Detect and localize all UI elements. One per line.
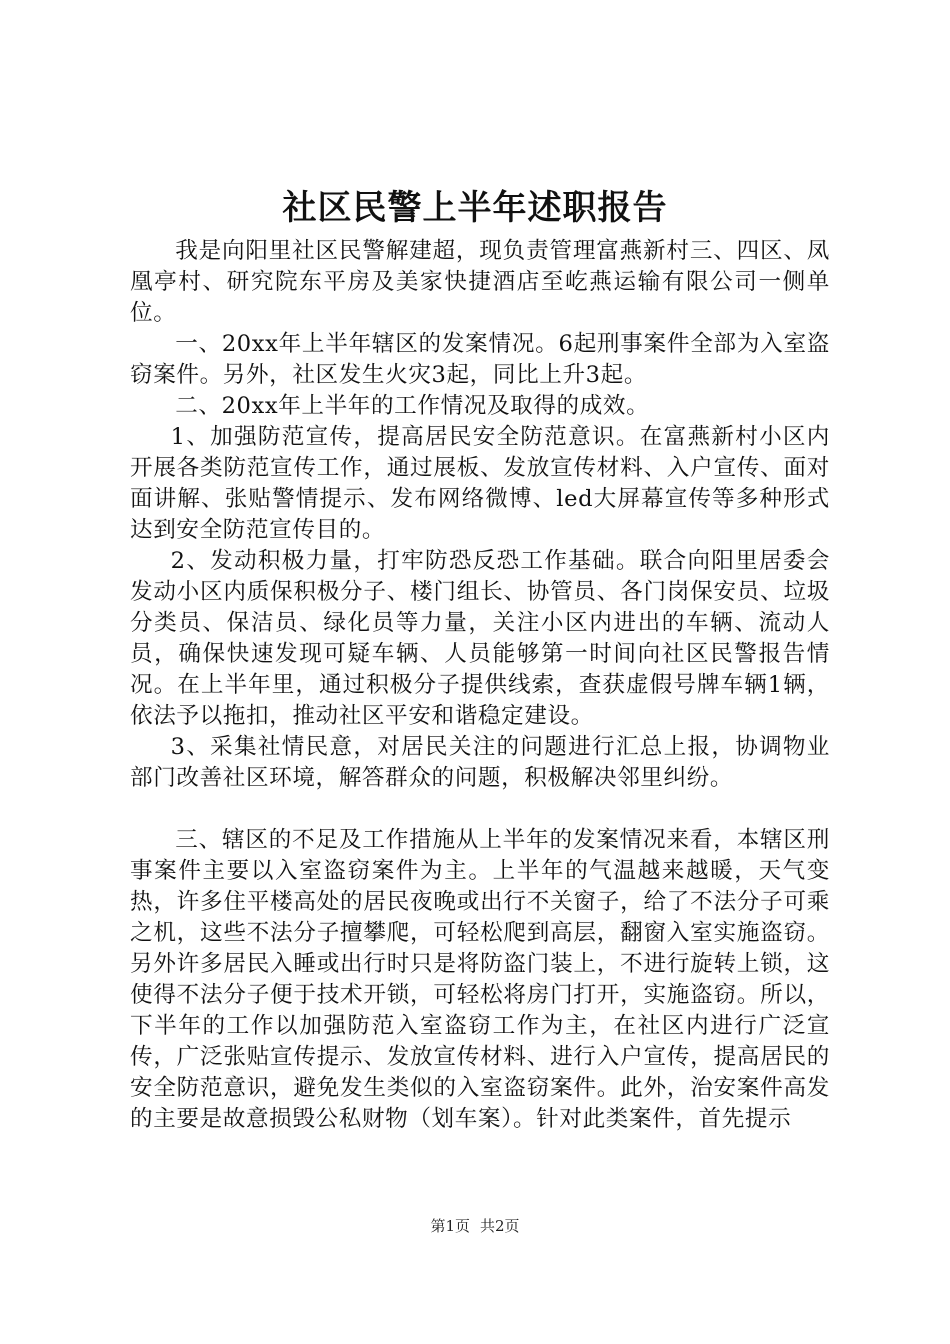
page-footer — [0, 1216, 950, 1236]
paragraph-case-summary: 一、20xx年上半年辖区的发案情况。6起刑事案件全部为入室盗窃案件。另外，社区发生火灾3起，同比上升3起。 — [130, 331, 830, 388]
paragraph-section-three: 三、辖区的不足及工作措施从上半年的发案情况来看，本辖区刑事案件主要以入室盗窃案件为主。上半年的气温越来越暖，天气变热，许多住平楼高处的居民夜晚或出行不关窗子，给了不法分子可乘之机，这些不法分子擅攀爬，可轻松爬到高层，翻窗入室实施盗窃。另外许多居民入睡或出行时只是将防盗门装上，不进行旋转上锁，这使得不法分子便于技术开锁，可轻松将房门打开，实施盗窃。所以，下半年的工作以加强防范入室盗窃工作为主，在社区内进行广泛宣传，广泛张贴宣传提示、发放宣传材料、进行入户宣传，提高居民的安全防范意识，避免发生类似的入室盗窃案件。此外，治安案件高发的主要是故意损毁公私财物（划车案）。针对此类案件，首先提示 — [130, 827, 830, 1132]
document-title: 社区民警上半年述职报告 — [282, 188, 668, 228]
document-body — [130, 236, 830, 1135]
paragraph-spacer — [130, 794, 830, 825]
paragraph-intro: 我是向阳里社区民警解建超，现负责管理富燕新村三、四区、凤凰亭村、研究院东平房及美家快捷酒店至屹燕运输有限公司一侧单位。 — [130, 238, 830, 326]
paragraph-section-two-heading: 二、20xx年上半年的工作情况及取得的成效。 — [175, 393, 650, 419]
page-number-current: 第1页 — [430, 1217, 470, 1235]
paragraph-item-1: 1、加强防范宣传，提高居民安全防范意识。在富燕新村小区内开展各类防范宣传工作，通过展板、发放宣传材料、入户宣传、面对面讲解、张贴警情提示、发布网络微博、led大屏幕宣传等多种形式达到安全防范宣传目的。 — [130, 424, 830, 543]
paragraph-item-2: 2、发动积极力量，打牢防恐反恐工作基础。联合向阳里居委会发动小区内质保积极分子、楼门组长、协管员、各门岗保安员、垃圾分类员、保洁员、绿化员等力量，关注小区内进出的车辆、流动人员，确保快速发现可疑车辆、人员能够第一时间向社区民警报告情况。在上半年里，通过积极分子提供线索，查获虚假号牌车辆1辆，依法予以拖扣，推动社区平安和谐稳定建设。 — [130, 548, 830, 729]
page-number-total: 共2页 — [480, 1217, 520, 1235]
paragraph-item-3: 3、采集社情民意，对居民关注的问题进行汇总上报，协调物业部门改善社区环境，解答群众的问题，积极解决邻里纠纷。 — [130, 734, 830, 791]
